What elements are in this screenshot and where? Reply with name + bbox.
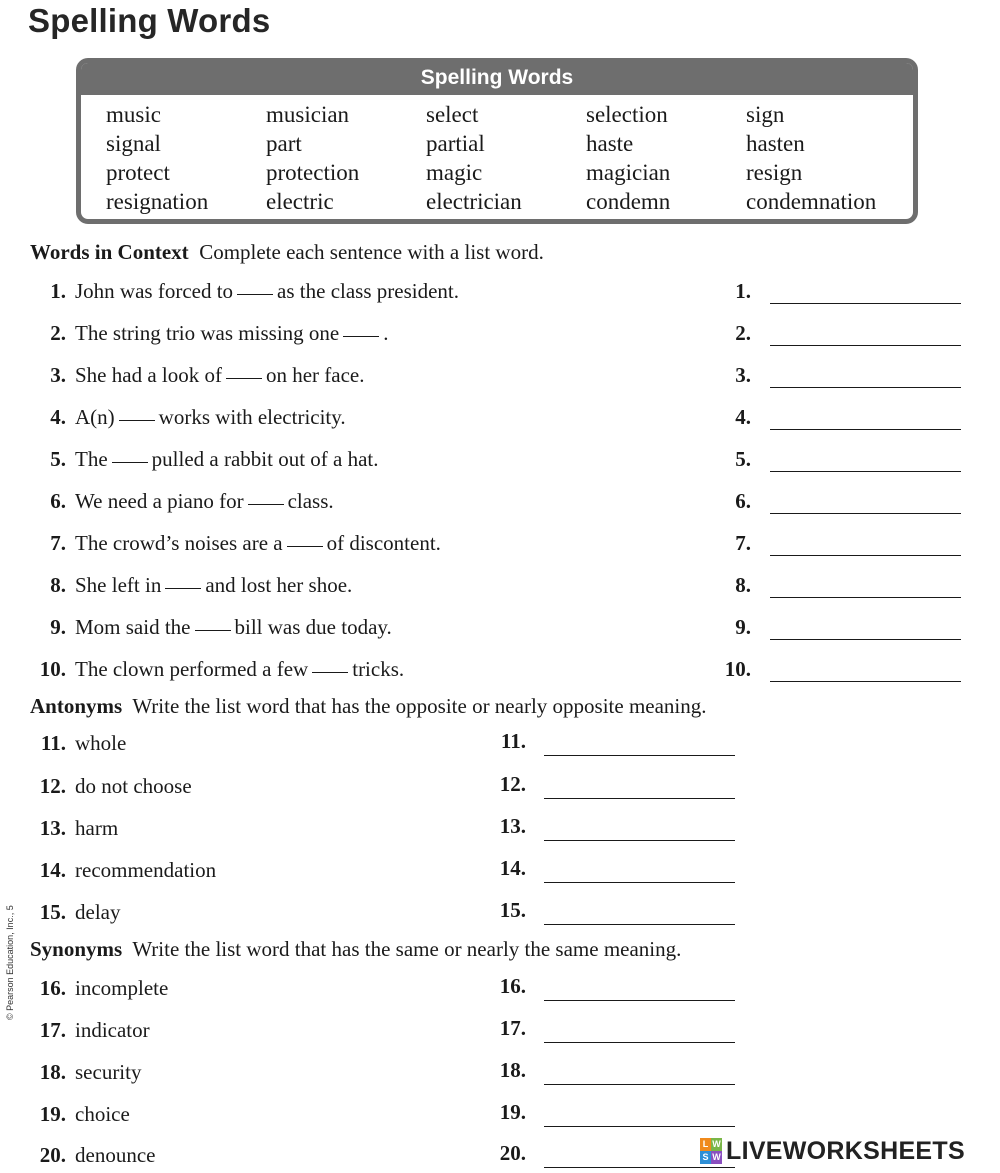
- item-number: 9.: [50, 615, 66, 639]
- item-number: 2.: [50, 321, 66, 345]
- synonyms-instruction: Write the list word that has the same or nearly the same meaning.: [132, 937, 682, 961]
- sentence-blank: [226, 377, 262, 379]
- sentence-before: The: [75, 447, 108, 471]
- antonyms-item: [0, 731, 1000, 761]
- answer-number: 16.: [499, 974, 526, 998]
- answer-number: 19.: [499, 1100, 526, 1124]
- sentence-after: pulled a rabbit out of a hat.: [151, 447, 379, 471]
- spelling-word: sign: [746, 102, 785, 127]
- answer-line[interactable]: [544, 882, 735, 883]
- sentence-before: A(n): [75, 405, 115, 429]
- answer-line[interactable]: [770, 639, 961, 640]
- item-number: 17.: [39, 1018, 66, 1042]
- context-item: [0, 531, 1000, 561]
- answer-line[interactable]: [770, 471, 961, 472]
- sentence-blank: [343, 335, 379, 337]
- context-item: [0, 447, 1000, 477]
- context-heading: [30, 240, 544, 265]
- prompt-word: recommendation: [75, 858, 217, 882]
- antonyms-heading: [30, 694, 707, 719]
- answer-line[interactable]: [770, 429, 961, 430]
- spelling-word: protect: [106, 160, 170, 185]
- context-item: [0, 657, 1000, 687]
- answer-number: 6.: [735, 489, 751, 513]
- antonyms-item: [0, 816, 1000, 846]
- answer-line[interactable]: [770, 681, 961, 682]
- item-number: 12.: [39, 774, 66, 798]
- answer-number: 13.: [499, 814, 526, 838]
- spelling-word: partial: [426, 131, 485, 156]
- item-number: 6.: [50, 489, 66, 513]
- sentence-blank: [248, 503, 284, 505]
- spelling-word: selection: [586, 102, 668, 127]
- synonyms-item: [0, 1018, 1000, 1048]
- context-item: [0, 615, 1000, 645]
- item-number: 8.: [50, 573, 66, 597]
- sentence-before: We need a piano for: [75, 489, 244, 513]
- item-number: 10.: [39, 657, 66, 681]
- sentence-text: [75, 447, 379, 472]
- answer-number: 5.: [735, 447, 751, 471]
- answer-number: 12.: [499, 772, 526, 796]
- item-number: 7.: [50, 531, 66, 555]
- sentence-after: tricks.: [352, 657, 405, 681]
- logo-tile: S: [700, 1151, 711, 1164]
- context-instruction: Complete each sentence with a list word.: [199, 240, 544, 264]
- synonyms-heading-label: Synonyms: [30, 937, 123, 961]
- answer-line[interactable]: [544, 924, 735, 925]
- answer-line[interactable]: [770, 345, 961, 346]
- prompt-word: whole: [75, 731, 127, 755]
- synonyms-item: [0, 1060, 1000, 1090]
- spelling-word: part: [266, 131, 302, 156]
- answer-line[interactable]: [544, 755, 735, 756]
- context-item: [0, 405, 1000, 435]
- sentence-after: of discontent.: [326, 531, 441, 555]
- logo-tile: W: [712, 1139, 721, 1149]
- sentence-text: [75, 657, 404, 682]
- context-item: [0, 573, 1000, 603]
- antonyms-item: [0, 900, 1000, 930]
- answer-number: 3.: [735, 363, 751, 387]
- sentence-text: [75, 279, 459, 304]
- sentence-text: [75, 615, 392, 640]
- context-item: [0, 321, 1000, 351]
- sentence-before: John was forced to: [75, 279, 234, 303]
- item-number: 3.: [50, 363, 66, 387]
- liveworksheets-logo-icon: [700, 1138, 722, 1164]
- answer-number: 9.: [735, 615, 751, 639]
- sentence-blank: [112, 461, 148, 463]
- sentence-after: and lost her shoe.: [205, 573, 353, 597]
- sentence-after: .: [383, 321, 389, 345]
- prompt-word: choice: [75, 1102, 130, 1126]
- sentence-blank: [287, 545, 323, 547]
- antonyms-item: [0, 774, 1000, 804]
- sentence-text: [75, 363, 365, 388]
- sentence-after: as the class president.: [277, 279, 459, 303]
- answer-line[interactable]: [770, 303, 961, 304]
- liveworksheets-brand: [700, 1136, 965, 1166]
- spelling-word: condemnation: [746, 189, 877, 214]
- synonyms-item: [0, 1102, 1000, 1132]
- logo-tile: L: [700, 1138, 711, 1151]
- answer-number: 17.: [499, 1016, 526, 1040]
- answer-line[interactable]: [544, 798, 735, 799]
- item-number: 11.: [40, 731, 66, 755]
- answer-number: 20.: [499, 1141, 526, 1165]
- context-item: [0, 279, 1000, 309]
- answer-number: 10.: [724, 657, 751, 681]
- answer-line[interactable]: [770, 387, 961, 388]
- item-number: 16.: [39, 976, 66, 1000]
- prompt-word: denounce: [75, 1143, 156, 1167]
- sentence-before: She had a look of: [75, 363, 222, 387]
- word-list-box: [76, 58, 918, 224]
- sentence-blank: [195, 629, 231, 631]
- word-list-grid: [106, 100, 906, 216]
- word-list-header: Spelling Words: [81, 63, 913, 95]
- spelling-word: haste: [586, 131, 634, 156]
- answer-number: 8.: [735, 573, 751, 597]
- answer-number: 7.: [735, 531, 751, 555]
- item-number: 18.: [39, 1060, 66, 1084]
- sentence-text: [75, 531, 441, 556]
- spelling-word: music: [106, 102, 161, 127]
- brand-name: LIVEWORKSHEETS: [726, 1136, 965, 1165]
- answer-line[interactable]: [770, 597, 961, 598]
- sentence-after: class.: [287, 489, 334, 513]
- answer-line[interactable]: [770, 513, 961, 514]
- spelling-word: musician: [266, 102, 350, 127]
- logo-tile: W: [712, 1152, 721, 1162]
- sentence-after: bill was due today.: [234, 615, 392, 639]
- sentence-before: She left in: [75, 573, 162, 597]
- answer-number: 4.: [735, 405, 751, 429]
- item-number: 15.: [39, 900, 66, 924]
- answer-line[interactable]: [544, 1084, 735, 1085]
- sentence-after: works with electricity.: [158, 405, 346, 429]
- answer-number: 11.: [500, 729, 526, 753]
- spelling-word: resignation: [106, 189, 209, 214]
- sentence-after: on her face.: [265, 363, 365, 387]
- item-number: 5.: [50, 447, 66, 471]
- item-number: 1.: [50, 279, 66, 303]
- sentence-blank: [237, 293, 273, 295]
- spelling-word: electric: [266, 189, 334, 214]
- sentence-before: Mom said the: [75, 615, 191, 639]
- sentence-before: The crowd’s noises are a: [75, 531, 283, 555]
- sentence-before: The clown performed a few: [75, 657, 309, 681]
- answer-line[interactable]: [544, 1000, 735, 1001]
- spelling-word: magic: [426, 160, 483, 185]
- answer-line[interactable]: [544, 1042, 735, 1043]
- sentence-text: [75, 321, 388, 346]
- sentence-before: The string trio was missing one: [75, 321, 340, 345]
- prompt-word: delay: [75, 900, 121, 924]
- spelling-word: signal: [106, 131, 161, 156]
- item-number: 14.: [39, 858, 66, 882]
- sentence-blank: [119, 419, 155, 421]
- spelling-word: condemn: [586, 189, 671, 214]
- antonyms-instruction: Write the list word that has the opposite or nearly opposite meaning.: [132, 694, 707, 718]
- answer-line[interactable]: [770, 555, 961, 556]
- item-number: 13.: [39, 816, 66, 840]
- page-title: Spelling Words: [28, 2, 271, 39]
- prompt-word: do not choose: [75, 774, 192, 798]
- prompt-word: harm: [75, 816, 119, 840]
- item-number: 20.: [39, 1143, 66, 1167]
- item-number: 19.: [39, 1102, 66, 1126]
- context-heading-label: Words in Context: [30, 240, 189, 264]
- item-number: 4.: [50, 405, 66, 429]
- context-item: [0, 489, 1000, 519]
- answer-line[interactable]: [544, 840, 735, 841]
- antonyms-item: [0, 858, 1000, 888]
- antonyms-heading-label: Antonyms: [30, 694, 123, 718]
- answer-number: 2.: [735, 321, 751, 345]
- prompt-word: indicator: [75, 1018, 150, 1042]
- context-item: [0, 363, 1000, 393]
- answer-number: 15.: [499, 898, 526, 922]
- synonyms-item: [0, 976, 1000, 1006]
- prompt-word: incomplete: [75, 976, 169, 1000]
- spelling-word: resign: [746, 160, 803, 185]
- spelling-word: hasten: [746, 131, 805, 156]
- answer-number: 1.: [735, 279, 751, 303]
- sentence-text: [75, 489, 334, 514]
- spelling-word: magician: [586, 160, 671, 185]
- copyright-credit: © Pearson Education, Inc., 5: [5, 905, 15, 1020]
- prompt-word: security: [75, 1060, 142, 1084]
- answer-number: 18.: [499, 1058, 526, 1082]
- spelling-word: electrician: [426, 189, 522, 214]
- answer-line[interactable]: [544, 1126, 735, 1127]
- sentence-text: [75, 405, 346, 430]
- spelling-word: select: [426, 102, 479, 127]
- answer-line[interactable]: [544, 1167, 735, 1168]
- synonyms-heading: [30, 937, 681, 962]
- sentence-text: [75, 573, 352, 598]
- sentence-blank: [312, 671, 348, 673]
- sentence-blank: [165, 587, 201, 589]
- spelling-word: protection: [266, 160, 360, 185]
- answer-number: 14.: [499, 856, 526, 880]
